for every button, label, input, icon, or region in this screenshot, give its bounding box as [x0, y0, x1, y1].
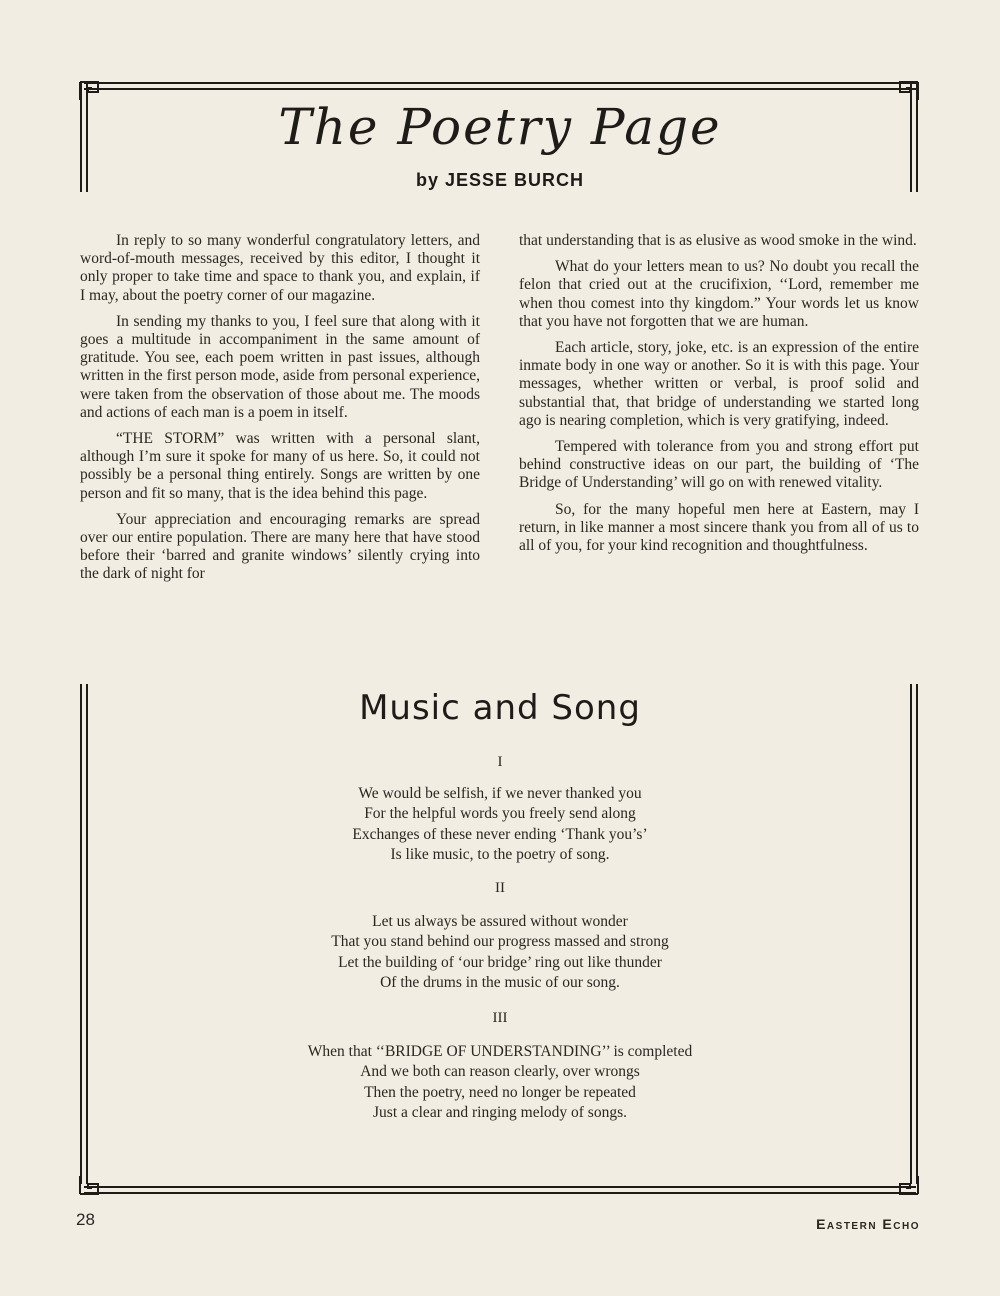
- byline: by JESSE BURCH: [415, 170, 585, 190]
- paragraph: What do your letters mean to us? No doubt you recall the felon that cried out at the crucifixion, ‘‘Lord, remember me when thou comest into thy kingdom.” Your words let us know that you have not forgotten that we are human.: [519, 258, 919, 330]
- poem-line: And we both can reason clearly, over wrongs: [360, 1063, 640, 1081]
- bottom-right-corner-ornament: [898, 1174, 920, 1196]
- bottom-left-corner-ornament: [78, 1174, 100, 1196]
- stanza-numeral: III: [492, 1010, 508, 1026]
- magazine-name: Eastern Echo: [816, 1216, 920, 1232]
- page-number: 28: [76, 1210, 95, 1229]
- poem-line: That you stand behind our progress massed and strong: [331, 933, 669, 951]
- poem-line: For the helpful words you freely send along: [364, 805, 636, 823]
- paragraph: In sending my thanks to you, I feel sure that along with it goes a multitude in accompaniment in the same amount of gratitude. You see, each poem written in past issues, although written in the first person mode, aside from personal experience, were taken from the observation of those about me. The moods and actions of each man is a poem in itself.: [80, 312, 480, 421]
- paragraph: So, for the many hopeful men here at Eastern, may I return, in like manner a most sincere thank you from all of us to all of you, for your kind recognition and thoughtfulness.: [519, 500, 919, 555]
- article-right-column: [519, 232, 919, 563]
- poem-line: When that ‘‘BRIDGE OF UNDERSTANDING’’ is completed: [307, 1043, 693, 1060]
- poem-line: Just a clear and ringing melody of songs.: [373, 1103, 627, 1121]
- poem-line: Of the drums in the music of our song.: [380, 973, 620, 991]
- stanza-numeral: I: [497, 754, 503, 770]
- poem-line: Then the poetry, need no longer be repeated: [364, 1083, 636, 1101]
- stanza: [0, 912, 1000, 993]
- paragraph: In reply to so many wonderful congratulatory letters, and word-of-mouth messages, received by this editor, I thought it only proper to take time and space to thank you, and explain, if I may, about the poetry corner of our magazine.: [80, 232, 480, 304]
- stanza: [0, 784, 1000, 865]
- poem-title: Music and Song: [359, 688, 641, 728]
- paragraph: Tempered with tolerance from you and strong effort put behind constructive ideas on our part, the building of ‘The Bridge of Understanding’ will go on with renewed vitality.: [519, 438, 919, 492]
- poem-line: Exchanges of these never ending ‘Thank you’s’: [352, 825, 648, 843]
- article-left-column: [80, 232, 480, 592]
- paragraph: “THE STORM” was written with a personal slant, although I’m sure it spoke for many of us here. So, it could not possibly be a personal thing entirely. Songs are written by one person and fit so many, that is the idea behind this page.: [80, 430, 480, 502]
- poem-line: We would be selfish, if we never thanked you: [358, 785, 642, 802]
- page-title: The Poetry Page: [278, 98, 722, 156]
- poem-line: Let us always be assured without wonder: [372, 913, 628, 930]
- poem-line: Is like music, to the poetry of song.: [390, 845, 610, 863]
- paragraph: Each article, story, joke, etc. is an expression of the entire inmate body in one way or another. So it is with this page. Your messages, whether written or verbal, is proof solid and substantial that, that bridge of understanding we started long ago is nearing completion, which is very gratifying, indeed.: [519, 339, 919, 429]
- stanza: [0, 1042, 1000, 1123]
- poem-line: Let the building of ‘our bridge’ ring out like thunder: [338, 953, 662, 971]
- paragraph: that understanding that is as elusive as wood smoke in the wind.: [519, 232, 917, 249]
- stanza-numeral: II: [495, 880, 505, 896]
- paragraph: Your appreciation and encouraging remarks are spread over our entire population. There are many here that have stood before their ‘barred and granite windows’ silently crying into the dark of night for: [80, 510, 480, 583]
